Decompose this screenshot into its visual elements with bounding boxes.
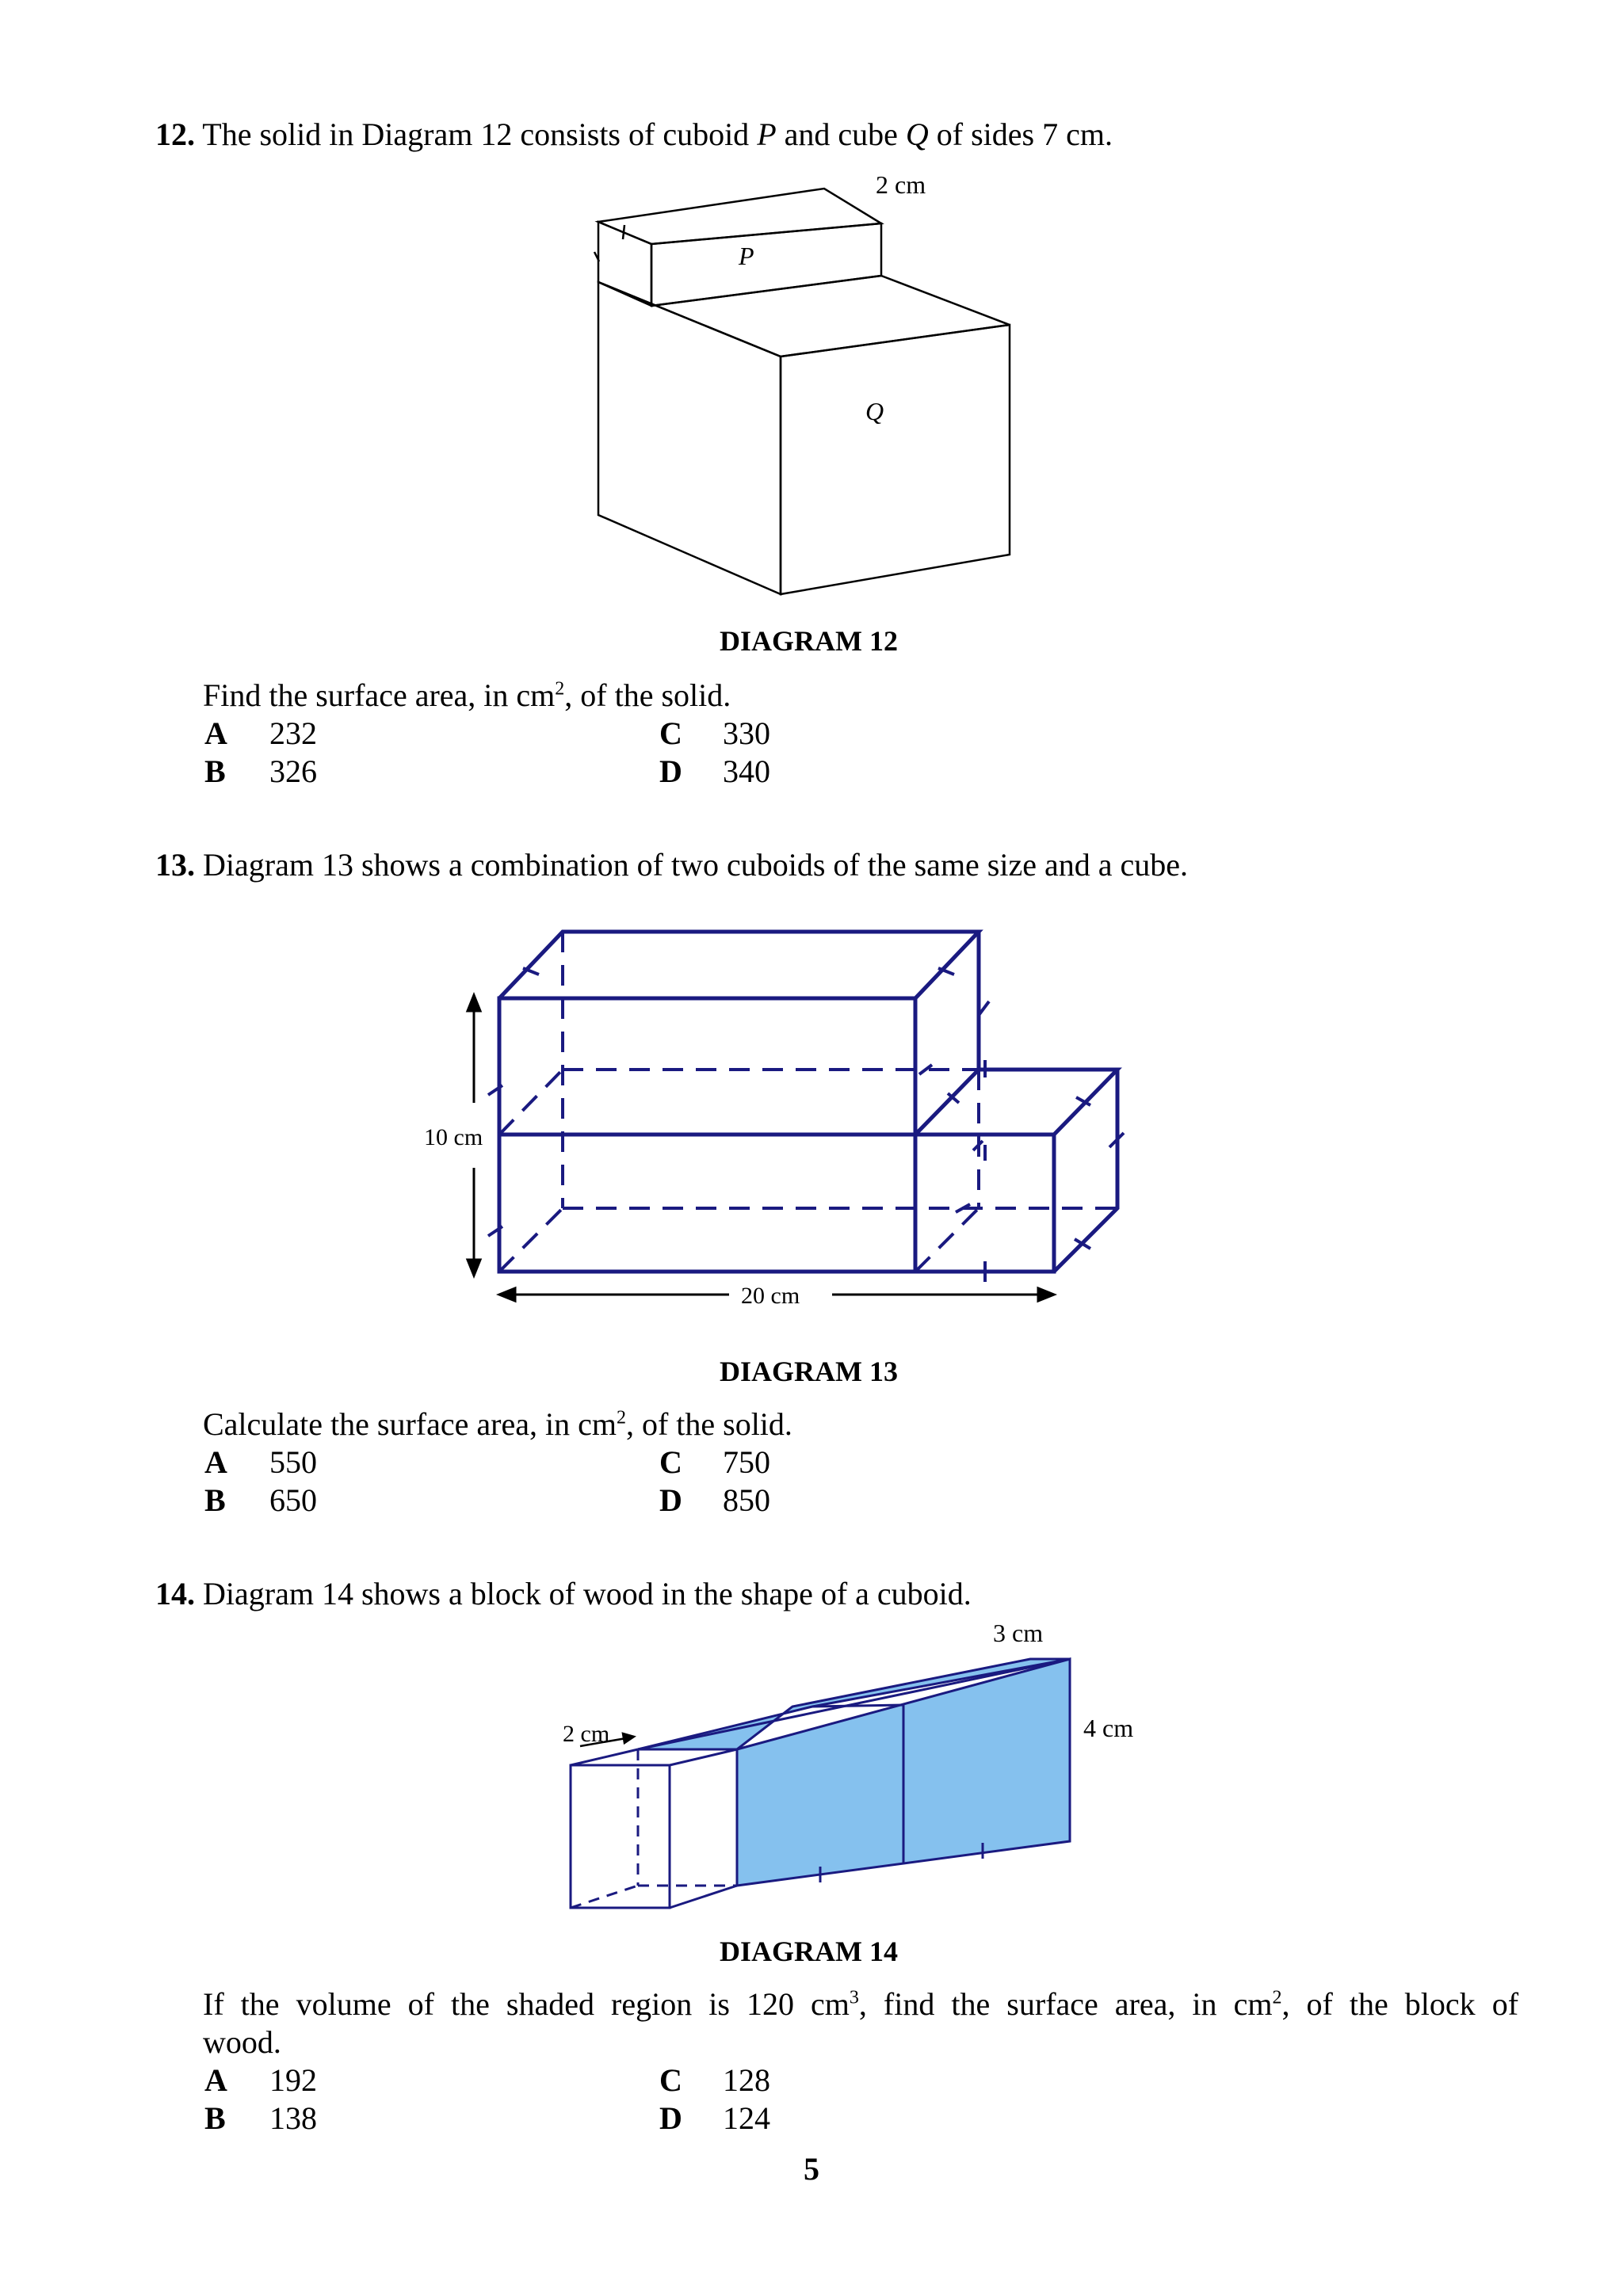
arrowhead (468, 995, 480, 1011)
q13-prompt (203, 1405, 792, 1444)
q14-option-c-letter: C (659, 2062, 682, 2098)
q12-prompt-a: Find the surface area, in cm (203, 677, 556, 713)
q14-prompt-sup1: 3 (849, 1987, 859, 2008)
q13-number: 13. (155, 847, 195, 883)
label-20cm: 20 cm (741, 1283, 800, 1309)
q12-option-a-value: 232 (269, 715, 317, 751)
end-top-left (571, 1749, 638, 1765)
q12-prompt-b: , of the solid. (564, 677, 731, 713)
arrowhead (499, 1288, 515, 1301)
hidden-edge (499, 1208, 563, 1272)
label-4cm: 4 cm (1083, 1714, 1134, 1742)
tick-mark (623, 225, 624, 239)
q14-prompt-sup2: 2 (1272, 1987, 1282, 2008)
diagram-14 (547, 1616, 1149, 1917)
diagram-13 (412, 919, 1141, 1315)
diagram-12 (555, 166, 1046, 610)
q14-prompt-c: , of the block of (1281, 1986, 1519, 2022)
cube-q-top (598, 276, 1010, 357)
q12-question (155, 116, 1113, 154)
q12-number: 12. (155, 116, 195, 152)
q13-option-d-value: 850 (723, 1482, 770, 1518)
page-number: 5 (804, 2151, 819, 2187)
arrowhead (468, 1260, 480, 1276)
q12-option-d-value: 340 (723, 753, 770, 789)
q12-prompt (203, 677, 731, 715)
q12-text-b: and cube (776, 116, 906, 152)
q13-prompt-sup: 2 (616, 1407, 626, 1428)
q12-option-c-value: 330 (723, 715, 770, 751)
q14-option-d-value: 124 (723, 2100, 770, 2136)
label-2cm: 2 cm (876, 170, 926, 199)
q12-option-d-letter: D (659, 753, 682, 789)
arrowhead (1038, 1288, 1054, 1301)
q14-prompt-a: If the volume of the shaded region is 120 cm (203, 1986, 850, 2022)
arrowhead (623, 1733, 634, 1743)
q14-option-c-value: 128 (723, 2062, 770, 2098)
label-p: P (739, 242, 754, 270)
q13-option-d-letter: D (659, 1482, 682, 1518)
q14-prompt-line1 (203, 1985, 1518, 2023)
q13-option-c-value: 750 (723, 1444, 770, 1480)
cuboid-p-front (651, 223, 881, 306)
label-3cm: 3 cm (993, 1619, 1044, 1647)
cube-q-front (781, 325, 1010, 594)
q12-text-p: P (757, 116, 777, 152)
q14-option-b-value: 138 (269, 2100, 317, 2136)
q12-text-c: of sides 7 cm. (928, 116, 1113, 152)
q14-number: 14. (155, 1576, 195, 1611)
block-top-front (670, 1749, 737, 1765)
label-2cm: 2 cm (563, 1721, 610, 1747)
q14-option-d-letter: D (659, 2100, 682, 2136)
q12-option-a-letter: A (204, 715, 227, 751)
q14-prompt-b: , find the surface area, in cm (858, 1986, 1273, 2022)
diagram-13-caption: DIAGRAM 13 (720, 1356, 898, 1387)
cuboid-top (499, 932, 979, 998)
q13-question (155, 846, 1188, 884)
q13-option-a-value: 550 (269, 1444, 317, 1480)
q13-option-c-letter: C (659, 1444, 682, 1480)
hidden-edge (571, 1886, 638, 1908)
q14-text: Diagram 14 shows a block of wood in the shape of a cuboid. (203, 1576, 972, 1611)
q13-option-b-value: 650 (269, 1482, 317, 1518)
q12-option-c-letter: C (659, 715, 682, 751)
q14-option-b-letter: B (204, 2100, 226, 2136)
diagram-14-caption: DIAGRAM 14 (720, 1936, 898, 1967)
bottom-edge (670, 1886, 737, 1908)
diagram-12-caption: DIAGRAM 12 (720, 625, 898, 657)
hidden-edge (499, 1070, 563, 1135)
q13-option-b-letter: B (204, 1482, 226, 1518)
tick-mark (980, 1001, 989, 1014)
cube-q-left (598, 282, 781, 594)
q14-question (155, 1575, 972, 1613)
q12-text-a: The solid in Diagram 12 consists of cuboid (202, 116, 758, 152)
q13-prompt-a: Calculate the surface area, in cm (203, 1406, 617, 1442)
section-top-line (812, 1705, 903, 1707)
label-q: Q (865, 397, 884, 425)
hidden-edge (915, 1208, 979, 1272)
q13-prompt-b: , of the solid. (625, 1406, 792, 1442)
q14-option-a-value: 192 (269, 2062, 317, 2098)
q12-prompt-sup: 2 (555, 678, 565, 700)
q14-option-a-letter: A (204, 2062, 227, 2098)
q14-prompt-line2: wood. (203, 2024, 281, 2060)
q12-text-q: Q (905, 116, 929, 152)
q13-text: Diagram 13 shows a combination of two cuboids of the same size and a cube. (203, 847, 1189, 883)
end-front (571, 1765, 670, 1908)
label-10cm: 10 cm (424, 1124, 483, 1150)
q12-option-b-letter: B (204, 753, 226, 789)
q13-option-a-letter: A (204, 1444, 227, 1480)
q12-option-b-value: 326 (269, 753, 317, 789)
cuboid-p-top (598, 189, 881, 244)
